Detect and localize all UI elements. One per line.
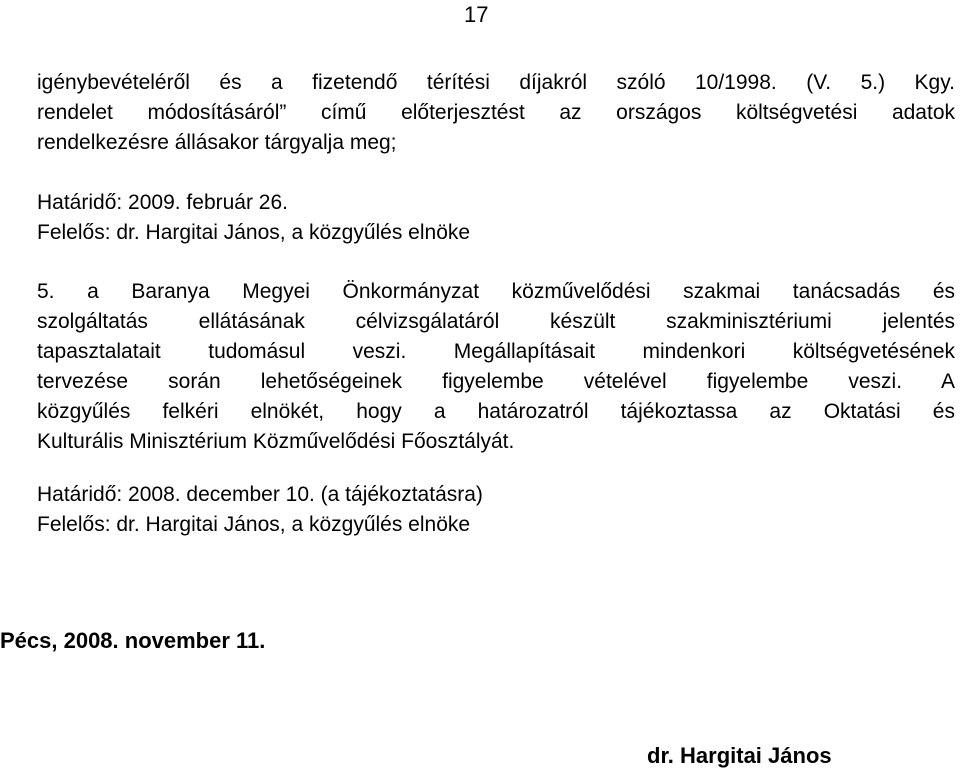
deadline-text: Határidő: 2008. december 10. (a tájékoztatásra) [37, 483, 483, 506]
paragraph-line: tapasztalatait tudomásul veszi. Megállapításait mindenkori költségvetésének [37, 340, 955, 363]
resolution-point-5 [37, 277, 955, 457]
paragraph-continuation [37, 68, 955, 158]
page-number: 17 [464, 2, 489, 27]
paragraph-line: rendelkezésre állásakor tárgyalja meg; [37, 131, 397, 154]
paragraph-line: igénybevételéről és a fizetendő térítési díjakról szóló 10/1998. (V. 5.) Kgy. [37, 71, 955, 94]
paragraph-line: közgyűlés felkéri elnökét, hogy a határozatról tájékoztassa az Oktatási és [37, 400, 955, 423]
paragraph-line: Kulturális Minisztérium Közművelődési Főosztályát. [37, 430, 515, 453]
paragraph-line: tervezése során lehetőségeinek figyelembe vételével figyelembe veszi. A [37, 370, 955, 393]
paragraph-line: rendelet módosításáról” című előterjesztést az országos költségvetési adatok [37, 101, 955, 124]
paragraph-line: 5. a Baranya Megyei Önkormányzat közművelődési szakmai tanácsadás és [37, 280, 955, 303]
paragraph-line: szolgáltatás ellátásának célvizsgálatáról készült szakminisztériumi jelentés [37, 310, 955, 333]
signature-name: dr. Hargitai János [647, 743, 832, 768]
deadline-block-1 [37, 188, 955, 248]
deadline-text: Határidő: 2009. február 26. [37, 191, 288, 214]
place-and-date: Pécs, 2008. november 11. [0, 628, 266, 653]
responsible-text: Felelős: dr. Hargitai János, a közgyűlés elnöke [37, 221, 471, 244]
responsible-text: Felelős: dr. Hargitai János, a közgyűlés elnöke [37, 513, 471, 536]
deadline-block-2 [37, 480, 955, 540]
